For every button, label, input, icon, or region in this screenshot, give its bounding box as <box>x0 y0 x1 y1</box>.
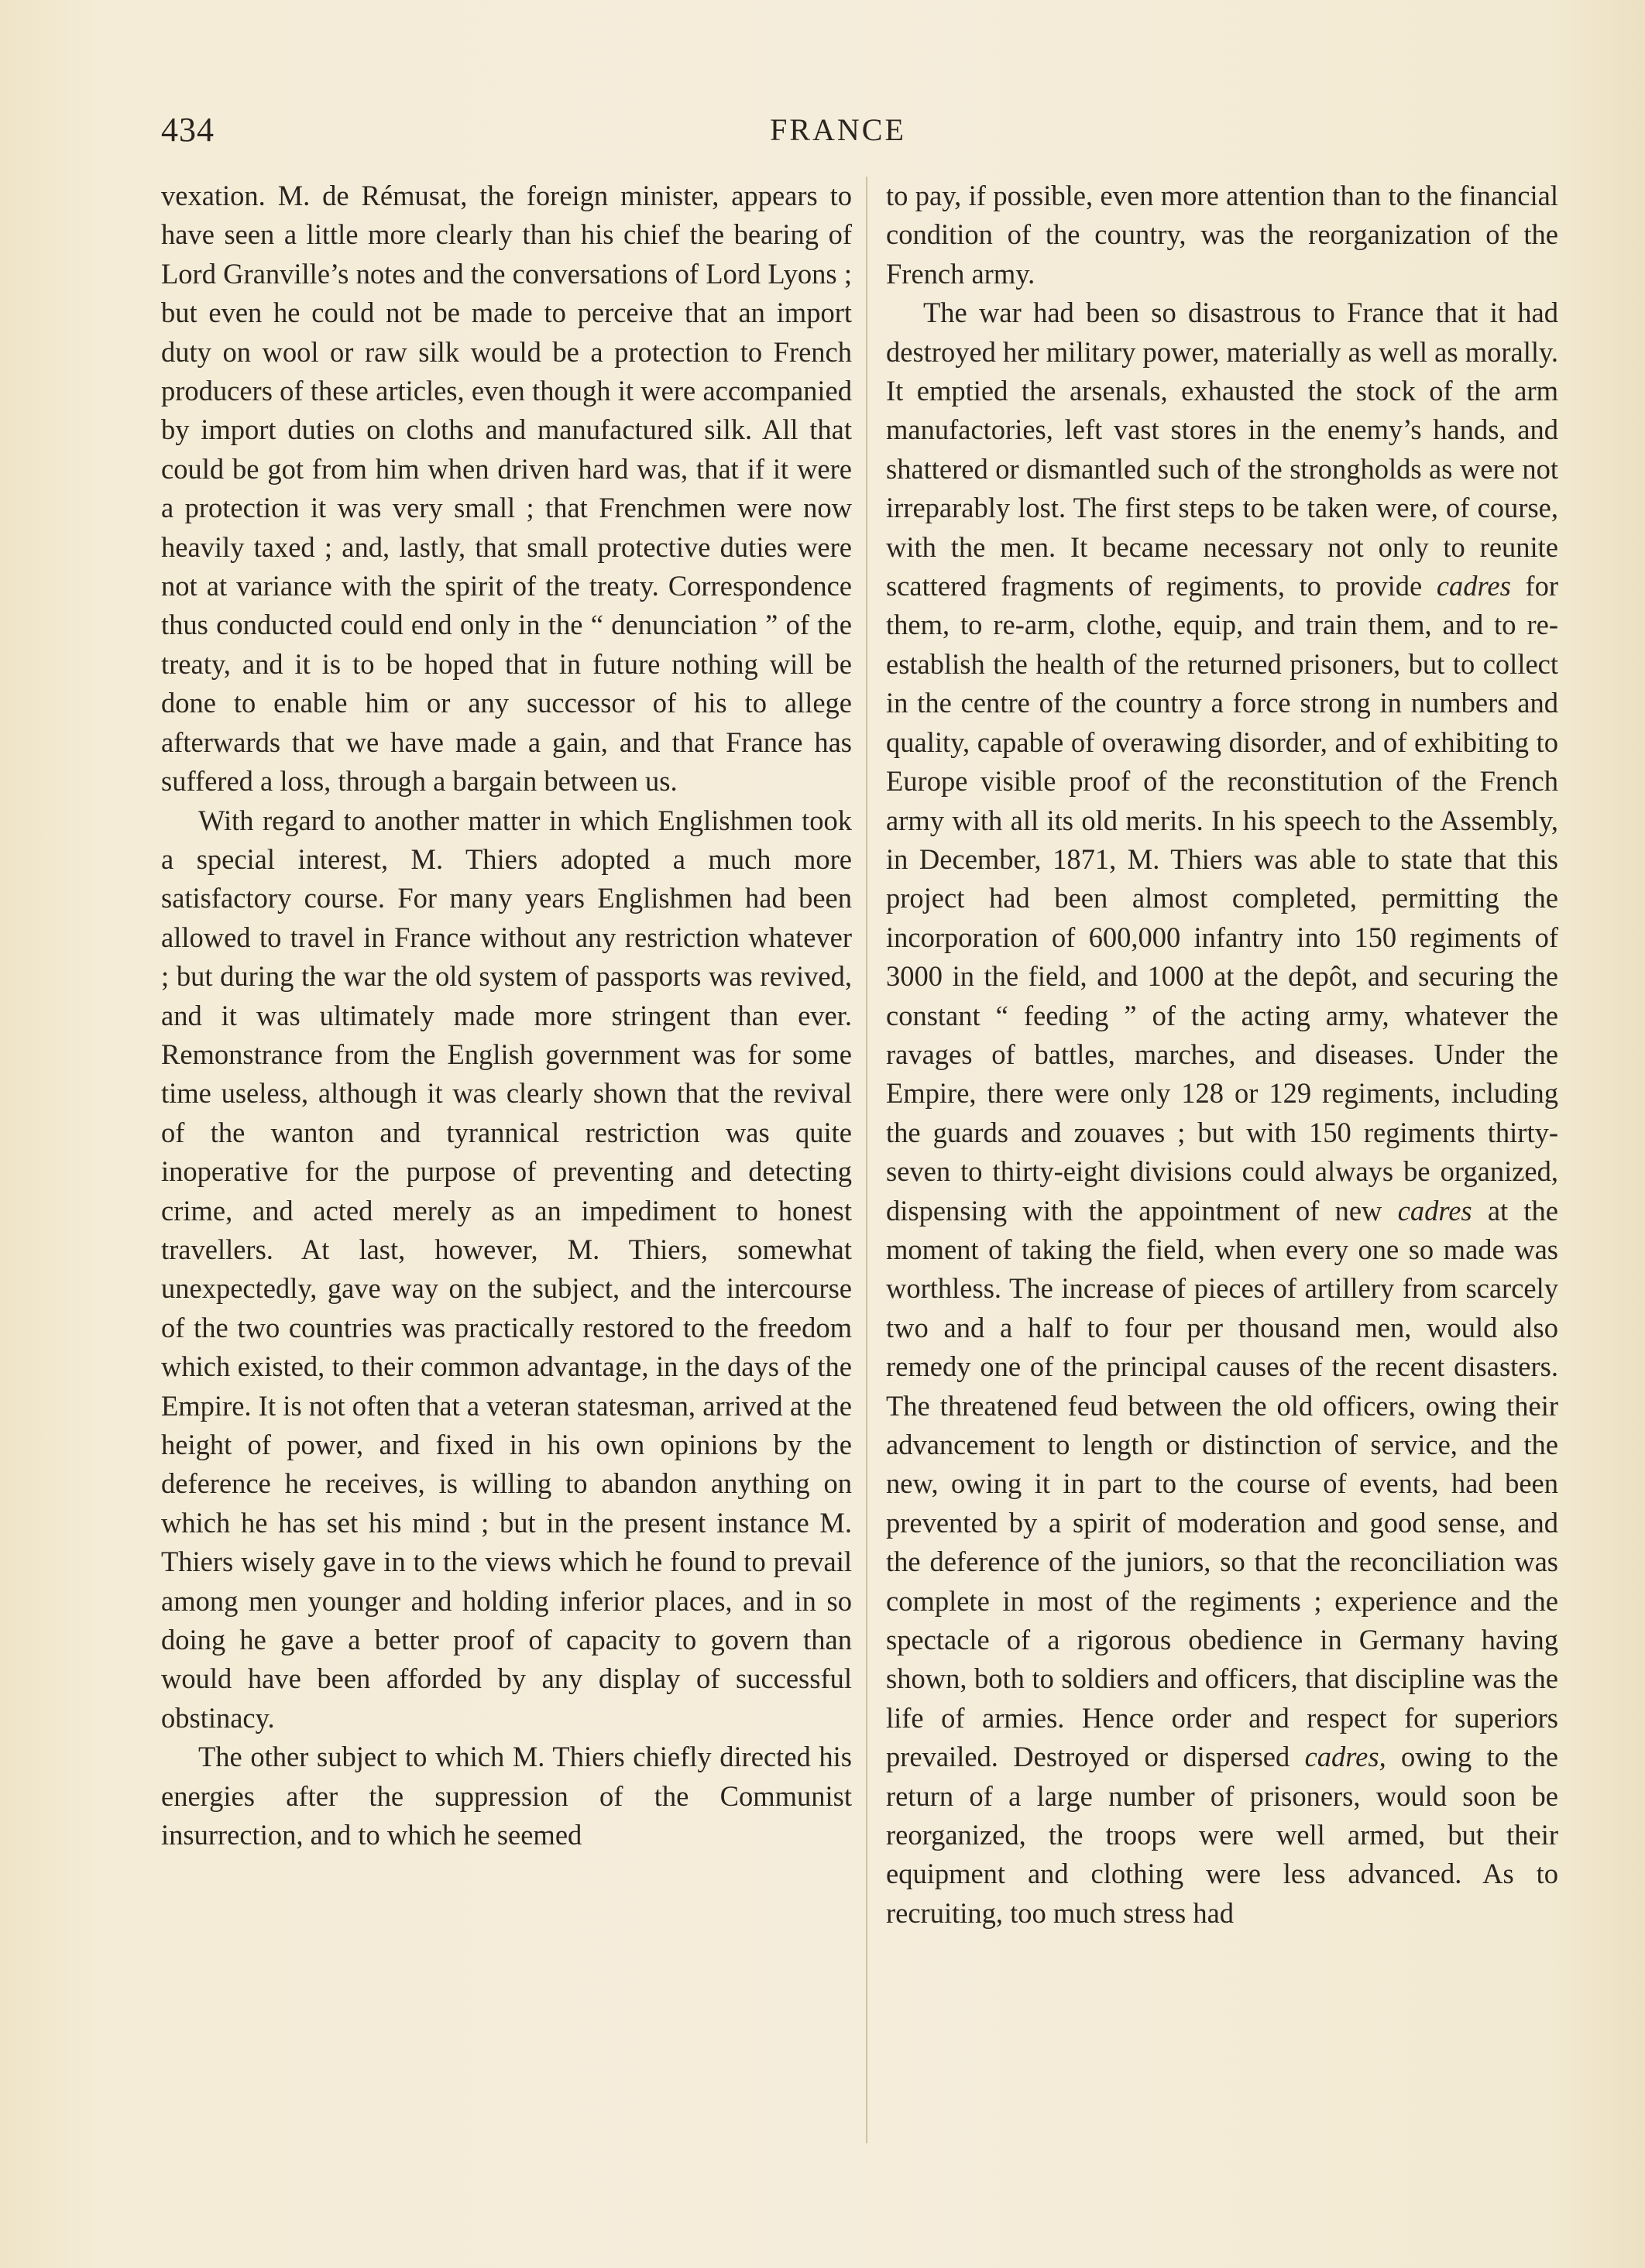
cadres-italic-3: cadres, <box>1304 1741 1386 1773</box>
right-paragraph-2-part-c: at the moment of taking the field, when every one so made was worthless. The increase of pieces of artillery from scarcely two and a half to four per thousand men, would also remedy one of the principal causes of the recent disasters. The threatened feud between the old officers, owing their advancement to length or distinction of service, and the new, owing it in part to the course of events, had been prevented by a spirit of moderation and good sense, and the deference of the juniors, so that the reconciliation was complete in most of the regiments ; experience and the spectacle of a rigorous obedience in Germany having shown, both to soldiers and officers, that discipline was the life of armies. Hence order and respect for superiors prevailed. Destroyed or dispersed <box>886 1194 1558 1773</box>
right-paragraph-1: to pay, if possible, even more attention than to the financial condition of the country, was the reorganization of the French army. <box>886 180 1558 290</box>
left-column <box>161 177 852 1855</box>
right-paragraph-2-part-a: The war had been so disastrous to France that it had destroyed her military power, materially as well as morally. It emptied the arsenals, exhausted the stock of the arm manufactories, left vast stores in the enemy’s hands, and shattered or dismantled such of the strongholds as were not irreparably lost. The first steps to be taken were, of course, with the men. It became necessary not only to reunite scattered fragments of regiments, to provide <box>886 297 1558 602</box>
left-paragraph-3: The other subject to which M. Thiers chiefly directed his energies after the suppression of the Communist insurrection, and to which he seemed <box>161 1741 852 1851</box>
right-column <box>886 177 1558 1933</box>
right-paragraph-2-part-d: owing to the return of a large number of prisoners, would soon be reorganized, the troops were well armed, but their equipment and clothing were less advanced. As to recruiting, too much stress had <box>886 1741 1559 1929</box>
left-paragraph-2: With regard to another matter in which Englishmen took a special interest, M. Thiers adopted a much more satisfactory course. For many years Englishmen had been allowed to travel in France without any restriction whatever ; but during the war the old system of passports was revived, and it was ultimately made more stringent than ever. Remonstrance from the English government was for some time useless, although it was clearly shown that the revival of the wanton and tyrannical restriction was quite inoperative for the purpose of preventing and detecting crime, and acted merely as an impediment to honest travellers. At last, however, M. Thiers, somewhat unexpectedly, gave way on the subject, and the intercourse of the two countries was practically restored to the freedom which existed, to their common advantage, in the days of the Empire. It is not often that a veteran statesman, arrived at the height of power, and fixed in his own opinions by the deference he receives, is willing to abandon anything on which he has set his mind ; but in the present instance M. Thiers wisely gave in to the views which he found to prevail among men younger and holding inferior places, and in so doing he gave a better proof of capacity to govern than would have been afforded by any display of successful obstinacy. <box>161 804 852 1734</box>
right-paragraph-2 <box>886 293 1558 1933</box>
page-number: 434 <box>161 111 215 149</box>
left-paragraph-1: vexation. M. de Rémusat, the foreign minister, appears to have seen a little more clearly than his chief the bearing of Lord Granville’s notes and the conversations of Lord Lyons ; but even he could not be made to perceive that an import duty on wool or raw silk would be a protection to French producers of these articles, even though it were accompanied by import duties on cloths and manufactured silk. All that could be got from him when driven hard was, that if it were a protection it was very small ; that Frenchmen were now heavily taxed ; and, lastly, that small protective duties were not at variance with the spirit of the treaty. Correspondence thus conducted could end only in the “ denunciation ” of the treaty, and it is to be hoped that in future nothing will be done to enable him or any successor of his to allege afterwards that we have made a gain, and that France has suffered a loss, through a bargain between us. <box>161 180 852 798</box>
column-divider <box>866 177 867 2143</box>
right-paragraph-2-part-b: for them, to re-arm, clothe, equip, and train them, and to re-establish the health of the returned prisoners, but to collect in the centre of the country a force strong in numbers and quality, capable of overawing disorder, and of exhibiting to Europe visible proof of the reconstitution of the French army with all its old merits. In his speech to the Assembly, in December, 1871, M. Thiers was able to state that this project had been almost completed, permitting the incorporation of 600,000 infantry into 150 regiments of 3000 in the field, and 1000 at the depôt, and securing the constant “ feeding ” of the acting army, whatever the ravages of battles, marches, and diseases. Under the Empire, there were only 128 or 129 regiments, including the guards and zouaves ; but with 150 regiments thirty-seven to thirty-eight divisions could always be organized, dispensing with the appointment of new <box>886 570 1558 1227</box>
cadres-italic-1: cadres <box>1436 570 1511 602</box>
cadres-italic-2: cadres <box>1397 1194 1472 1227</box>
running-title: FRANCE <box>770 112 906 147</box>
